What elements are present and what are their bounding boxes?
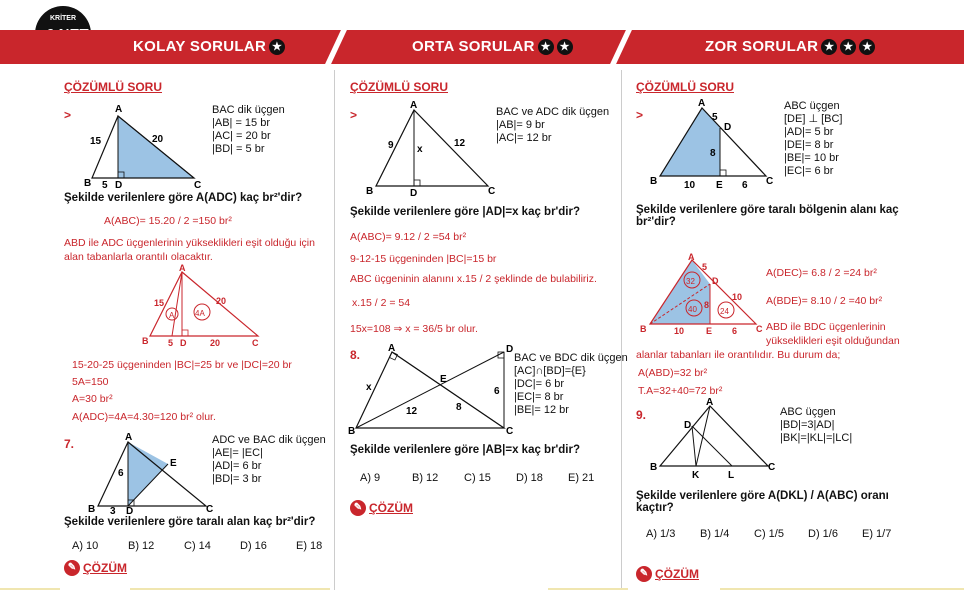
svg-text:5: 5 — [102, 180, 108, 191]
svg-text:A: A — [688, 252, 695, 262]
q7-solution-link[interactable] — [64, 560, 127, 576]
solved-question-header: ÇÖZÜMLÜ SORU — [64, 80, 162, 94]
given-line: [DE] ⊥ [BC] — [784, 113, 843, 125]
svg-text:B: B — [88, 504, 96, 515]
given-line: ADC ve BAC dik üçgen — [212, 434, 326, 446]
svg-text:6: 6 — [118, 468, 124, 479]
svg-text:8: 8 — [456, 402, 462, 413]
given-line: [AC]∩[BD]={E} — [514, 365, 586, 377]
svg-text:6: 6 — [742, 180, 748, 191]
solution-label: ÇÖZÜM — [83, 561, 127, 575]
svg-text:K: K — [692, 470, 700, 481]
col3-solution-bde: A(BDE)= 8.10 / 2 =40 br² — [766, 295, 883, 307]
option-b[interactable]: B) 12 — [412, 472, 439, 484]
star-icon: ★ — [840, 39, 856, 55]
q8-givens — [514, 352, 628, 417]
footer-line — [548, 588, 628, 590]
svg-text:20: 20 — [210, 338, 221, 348]
svg-text:20: 20 — [216, 296, 227, 306]
svg-text:10: 10 — [732, 292, 743, 302]
q7-givens — [212, 434, 326, 486]
svg-text:C: C — [768, 462, 776, 473]
given-line: ABC üçgen — [780, 406, 836, 418]
svg-text:B: B — [650, 462, 658, 473]
footer-line — [130, 588, 330, 590]
solution-icon: ✎ — [350, 500, 366, 516]
option-b[interactable]: B) 12 — [128, 540, 155, 552]
star-icon: ★ — [557, 39, 573, 55]
given-line: |BE|= 12 br — [514, 404, 569, 416]
svg-text:E: E — [716, 180, 723, 191]
svg-text:5: 5 — [712, 112, 718, 123]
col1-solution-sides: 15-20-25 üçgeninden |BC|=25 br ve |DC|=20 br — [72, 359, 292, 371]
svg-text:9: 9 — [388, 140, 394, 151]
svg-text:A: A — [125, 432, 133, 443]
q8-solution-link[interactable] — [350, 500, 413, 516]
q9-options — [646, 528, 906, 540]
col3-triangle-figure — [648, 98, 778, 190]
footer-line — [720, 588, 964, 590]
svg-text:C: C — [206, 504, 214, 515]
given-line: ABC üçgen — [784, 100, 840, 112]
medium-label: ORTA SORULAR — [412, 38, 535, 55]
option-a[interactable]: A) 9 — [360, 472, 381, 484]
svg-text:8: 8 — [710, 148, 716, 159]
banner-separator — [325, 30, 347, 64]
option-c[interactable]: C) 1/5 — [754, 528, 784, 540]
col2-solution-area: A(ABC)= 9.12 / 2 =54 br² — [350, 231, 467, 243]
given-line: |AD|= 6 br — [212, 460, 262, 472]
difficulty-banner — [0, 30, 964, 64]
svg-text:D: D — [180, 338, 187, 348]
given-line: |AB| = 15 br — [212, 117, 270, 129]
svg-text:B: B — [366, 186, 374, 197]
svg-text:C: C — [506, 426, 514, 437]
col2-question: Şekilde verilenlere göre |AD|=x kaç br'dir? — [350, 206, 581, 218]
col1-solution-area: A(ABC)= 15.20 / 2 =150 br² — [104, 215, 232, 227]
col2-solution-result: 15x=108 ⇒ x = 36/5 br olur. — [350, 323, 478, 335]
logo-top-text: KRİTER — [49, 15, 77, 22]
footer-line — [0, 588, 60, 590]
given-line: |DE|= 8 br — [784, 139, 834, 151]
svg-text:24: 24 — [720, 307, 729, 316]
hard-title — [705, 38, 875, 55]
col1-givens — [212, 104, 285, 156]
q9-solution-link[interactable] — [636, 566, 699, 582]
star-icon: ★ — [269, 39, 285, 55]
svg-text:8: 8 — [704, 300, 710, 310]
given-line: |EC|= 8 br — [514, 391, 564, 403]
given-line: |BE|= 10 br — [784, 152, 839, 164]
svg-text:E: E — [440, 374, 447, 385]
col3-solution-abd: A(ABD)=32 br² — [638, 367, 708, 379]
solution-icon: ✎ — [64, 560, 80, 576]
svg-text:C: C — [756, 324, 763, 334]
svg-text:D: D — [684, 420, 692, 431]
given-line: BAC ve ADC dik üçgen — [496, 106, 610, 118]
given-line: |AB|= 9 br — [496, 119, 545, 131]
q9-figure — [648, 397, 778, 481]
q7-question: Şekilde verilenlere göre taralı alan kaç br²'dir? — [64, 516, 316, 528]
svg-text:D: D — [724, 122, 732, 133]
easy-label: KOLAY SORULAR — [133, 38, 267, 55]
svg-text:E: E — [706, 326, 713, 336]
given-line: |AC|= 12 br — [496, 132, 552, 144]
svg-text:A: A — [115, 104, 123, 115]
given-line: |AC| = 20 br — [212, 130, 271, 142]
col1-solution-eq2: A=30 br² — [72, 393, 113, 405]
col1-solution-figure — [140, 263, 265, 348]
option-d[interactable]: D) 18 — [516, 472, 543, 484]
given-line: BAC dik üçgen — [212, 104, 285, 116]
svg-text:10: 10 — [684, 180, 696, 191]
arrow-icon: > — [64, 108, 72, 122]
option-e[interactable]: E) 18 — [296, 540, 323, 552]
easy-title — [133, 38, 285, 55]
col1-triangle-figure — [82, 100, 202, 191]
arrow-icon: > — [636, 108, 644, 122]
solution-icon: ✎ — [636, 566, 652, 582]
banner-separator — [610, 30, 632, 64]
col2-givens — [496, 106, 609, 145]
q8-options — [360, 472, 608, 484]
svg-text:B: B — [142, 336, 149, 346]
svg-text:x: x — [366, 382, 372, 393]
svg-text:40: 40 — [688, 305, 697, 314]
option-d[interactable]: D) 1/6 — [808, 528, 838, 540]
q7-options — [72, 540, 336, 552]
q8-figure — [348, 344, 513, 438]
col3-solution-figure — [636, 254, 764, 336]
svg-text:4A: 4A — [195, 309, 205, 318]
svg-text:15: 15 — [90, 136, 102, 147]
col3-givens — [784, 100, 842, 178]
col3-solution-ratio2: alanlar tabanları ile orantılıdır. Bu durum da; — [636, 349, 841, 361]
col3-solution-dec: A(DEC)= 6.8 / 2 =24 br² — [766, 267, 877, 279]
star-icon: ★ — [538, 39, 554, 55]
svg-text:5: 5 — [702, 262, 708, 272]
col1-question: Şekilde verilenlere göre A(ADC) kaç br²'dir? — [64, 192, 303, 204]
svg-text:D: D — [712, 276, 719, 286]
star-icon: ★ — [821, 39, 837, 55]
svg-text:A: A — [388, 343, 396, 354]
given-line: |BD|=3|AD| — [780, 419, 835, 431]
option-e[interactable]: E) 21 — [568, 472, 595, 484]
svg-text:20: 20 — [152, 134, 164, 145]
option-d[interactable]: D) 16 — [240, 540, 267, 552]
svg-text:A: A — [169, 311, 175, 320]
svg-text:A: A — [698, 98, 706, 109]
svg-text:D: D — [410, 188, 418, 199]
col2-triangle-figure — [364, 100, 494, 200]
column-divider — [621, 70, 622, 590]
svg-text:A: A — [706, 397, 714, 408]
q8-question: Şekilde verilenlere göre |AB|=x kaç br'dir? — [350, 444, 581, 456]
given-line: |DC|= 6 br — [514, 378, 565, 390]
svg-text:C: C — [252, 338, 259, 348]
svg-text:L: L — [728, 470, 735, 481]
given-line: BAC ve BDC dik üçgen — [514, 352, 628, 364]
given-line: |AE|= |EC| — [212, 447, 263, 459]
svg-text:x: x — [417, 144, 423, 155]
svg-text:C: C — [194, 180, 202, 191]
given-line: |AD|= 5 br — [784, 126, 834, 138]
option-b[interactable]: B) 1/4 — [700, 528, 730, 540]
svg-text:D: D — [506, 344, 514, 355]
svg-text:15: 15 — [154, 298, 165, 308]
option-c[interactable]: C) 14 — [184, 540, 211, 552]
svg-text:B: B — [84, 178, 92, 189]
svg-text:A: A — [179, 263, 186, 273]
svg-text:C: C — [488, 186, 496, 197]
svg-text:3: 3 — [110, 506, 116, 517]
col2-solution-alt: ABC üçgeninin alanını x.15 / 2 şeklinde de bulabiliriz. — [350, 273, 597, 285]
col3-question: Şekilde verilenlere göre taralı bölgenin alanı kaç br²'dir? — [636, 204, 899, 228]
col3-solution-total: T.A=32+40=72 br² — [638, 385, 723, 397]
col1-solution-ratio: ABD ile ADC üçgenlerinin yükseklikleri eşit olduğu için alan tabanlarla orantılı olacaktır. — [64, 237, 315, 263]
svg-text:32: 32 — [686, 277, 695, 286]
given-line: |BK|=|KL|=|LC| — [780, 432, 853, 444]
q7-figure — [82, 432, 214, 517]
column-divider — [334, 70, 335, 590]
svg-text:D: D — [126, 506, 134, 517]
question-number: 7. — [64, 437, 75, 451]
svg-text:6: 6 — [732, 326, 738, 336]
svg-text:C: C — [766, 176, 774, 187]
solution-label: ÇÖZÜM — [655, 567, 699, 581]
solved-question-header: ÇÖZÜMLÜ SORU — [350, 80, 448, 94]
col1-solution-result: A(ADC)=4A=4.30=120 br² olur. — [72, 411, 216, 423]
svg-text:12: 12 — [454, 138, 466, 149]
question-number: 8. — [350, 348, 361, 362]
option-a[interactable]: A) 1/3 — [646, 528, 676, 540]
col2-solution-sides: 9-12-15 üçgeninden |BC|=15 br — [350, 253, 497, 265]
given-line: |BD|= 3 br — [212, 473, 262, 485]
solution-label: ÇÖZÜM — [369, 501, 413, 515]
option-c[interactable]: C) 15 — [464, 472, 491, 484]
option-e[interactable]: E) 1/7 — [862, 528, 892, 540]
q9-question: Şekilde verilenlere göre A(DKL) / A(ABC) oranı kaçtır? — [636, 490, 889, 514]
svg-text:6: 6 — [494, 386, 500, 397]
svg-text:D: D — [115, 180, 123, 191]
svg-text:B: B — [348, 426, 356, 437]
svg-text:A: A — [410, 100, 418, 111]
svg-text:E: E — [170, 458, 177, 469]
question-number: 9. — [636, 408, 647, 422]
svg-text:B: B — [650, 176, 658, 187]
given-line: |EC|= 6 br — [784, 165, 834, 177]
svg-text:B: B — [640, 324, 647, 334]
solved-question-header: ÇÖZÜMLÜ SORU — [636, 80, 734, 94]
arrow-icon: > — [350, 108, 358, 122]
svg-text:12: 12 — [406, 406, 418, 417]
given-line: |BD| = 5 br — [212, 143, 265, 155]
star-icon: ★ — [859, 39, 875, 55]
svg-text:10: 10 — [674, 326, 685, 336]
q9-givens — [780, 406, 852, 445]
medium-title — [412, 38, 573, 55]
hard-label: ZOR SORULAR — [705, 38, 819, 55]
option-a[interactable]: A) 10 — [72, 540, 99, 552]
col2-solution-eq: x.15 / 2 = 54 — [352, 297, 411, 309]
col1-solution-eq1: 5A=150 — [72, 376, 109, 388]
col3-solution-ratio1: ABD ile BDC üçgenlerinin yükseklikleri eşit olduğundan — [766, 321, 900, 347]
svg-text:5: 5 — [168, 338, 174, 348]
